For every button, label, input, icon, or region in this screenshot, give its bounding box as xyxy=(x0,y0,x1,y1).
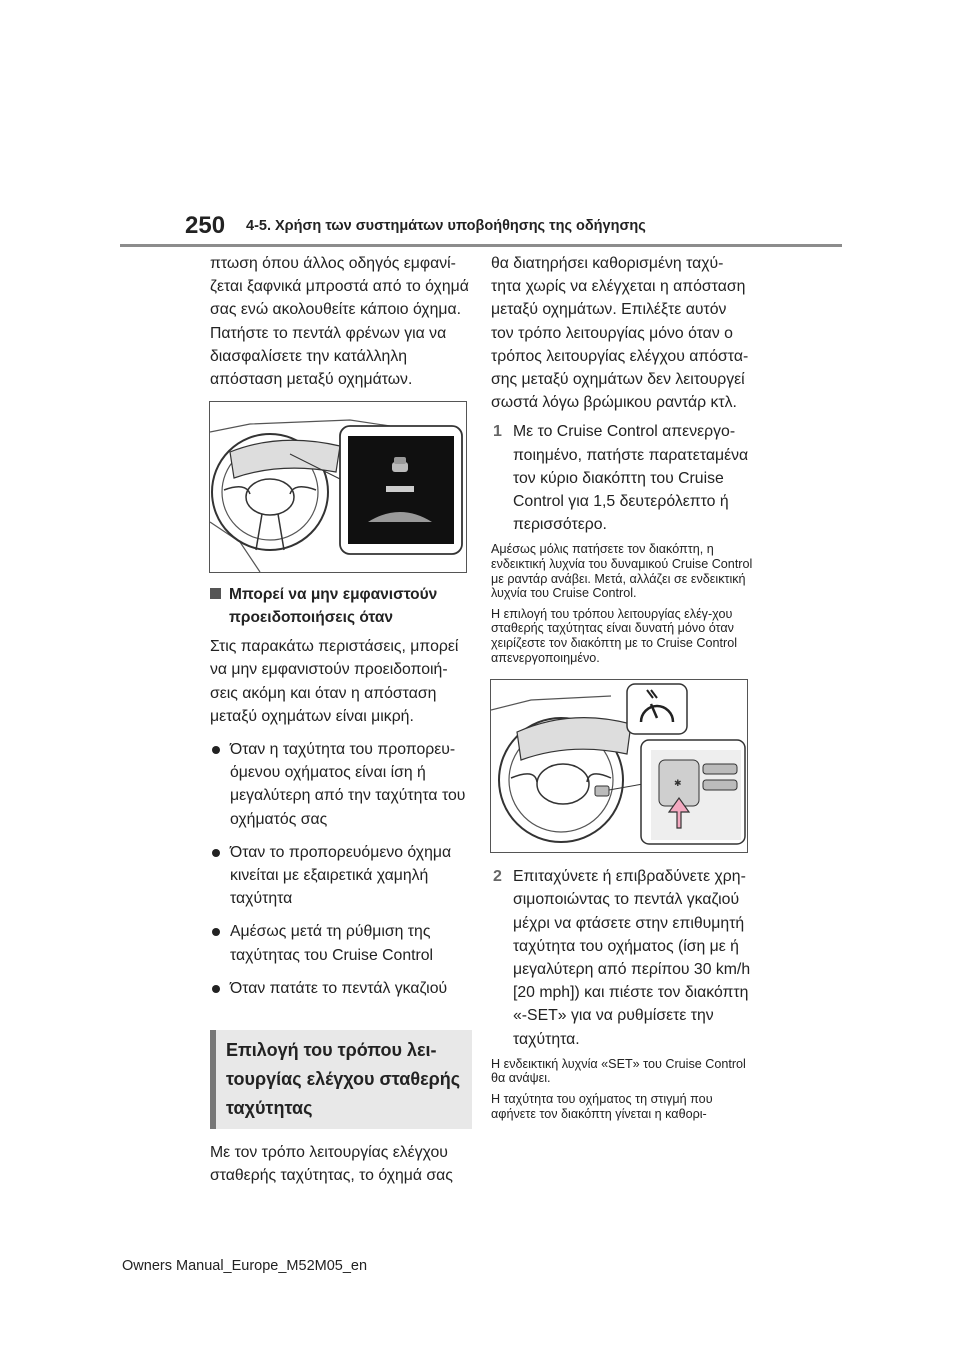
list-item: Όταν το προπορευόμενο όχημα κινείται με εξαιρετικά χαμηλή ταχύτητα xyxy=(210,841,472,911)
cruise-switch-figure xyxy=(490,679,748,853)
note-2: Η επιλογή του τρόπου λειτουργίας ελέγ-χου σταθερής ταχύτητας είναι δυνατή μόνο όταν χειρίζεστε τον διακόπτη με το Cruise Control απενεργοποιημένο. xyxy=(491,606,737,665)
section-title: 4-5. Χρήση των συστημάτων υποβοήθησης της οδήγησης xyxy=(246,218,646,234)
step-number: 1 xyxy=(493,423,502,441)
page-number: 250 xyxy=(185,212,226,239)
list-item: Όταν πατάτε το πεντάλ γκαζιού xyxy=(210,977,472,1000)
header-rule xyxy=(120,244,842,247)
bullet-icon xyxy=(212,985,220,993)
note-1: Αμέσως μόλις πατήσετε τον διακόπτη, η ενδεικτική λυχνία του δυναμικού Cruise Control με ραντάρ ανάβει. Μετά, αλλάζει σε ενδεικτική λυχνία του Cruise Control. xyxy=(491,542,753,601)
step-number: 2 xyxy=(493,868,502,886)
warnings-paragraph: Στις παρακάτω περιστάσεις, μπορεί να μην εμφανιστούν προειδοποιή-σεις ακόμη και όταν η απόσταση μεταξύ οχημάτων είναι μικρή. xyxy=(210,638,459,725)
right-column xyxy=(491,252,753,1121)
step-text: Με το Cruise Control απενεργο-ποιημένο, πατήστε παρατεταμένα τον κύριο διακόπτη του Cruise Control για 1,5 δευτερόλεπτο ή περισσότερο. xyxy=(513,423,749,534)
warnings-subheading: Μπορεί να μην εμφανιστούν προειδοποιήσεις όταν xyxy=(210,583,472,629)
cruise-switch-illustration xyxy=(491,680,747,852)
left-column xyxy=(210,252,472,1187)
list-item: Αμέσως μετά τη ρύθμιση της ταχύτητας του Cruise Control xyxy=(210,920,472,966)
dashboard-warning-illustration xyxy=(210,402,466,572)
step-1 xyxy=(491,420,753,536)
list-item: Όταν η ταχύτητα του προπορευ-όμενου οχήματος είναι ίση ή μεγαλύτερη από την ταχύτητα του οχήματός σας xyxy=(210,738,472,831)
note-4: Η ταχύτητα του οχήματος τη στιγμή που αφήνετε τον διακόπτη γίνεται η καθορι- xyxy=(491,1092,713,1121)
note-3: Η ενδεικτική λυχνία «SET» του Cruise Control θα ανάψει. xyxy=(491,1056,746,1086)
section-paragraph: Με τον τρόπο λειτουργίας ελέγχου σταθερής ταχύτητας, το όχημά σας xyxy=(210,1144,453,1185)
bullet-icon xyxy=(212,928,220,936)
dashboard-warning-figure xyxy=(209,401,467,573)
step-text: Επιταχύνετε ή επιβραδύνετε χρη-σιμοποιώντας το πεντάλ γκαζιού μέχρι να φτάσετε στην επιθυμητή ταχύτητα του οχήματος (ίση με ή μεγαλύτερη από περίπου 30 km/h [20 mph]) και πιέστε τον διακόπτη «-SET» για να ρυθμίσετε την ταχύτητα. xyxy=(513,868,751,1048)
mode-paragraph: θα διατηρήσει καθορισμένη ταχύ-τητα χωρίς να ελέγχεται η απόσταση μεταξύ οχημάτων. Επιλέξτε αυτόν τον τρόπο λειτουργίας μόνο όταν ο τρόπος λειτουργίας ελέγχου απόστα-σης μεταξύ οχημάτων δεν λειτουργεί σωστά λόγω βρώμικου ραντάρ κτλ. xyxy=(491,255,749,412)
svg-text:✱: ✱ xyxy=(674,779,682,790)
section-heading-box xyxy=(210,1030,472,1129)
section-heading: Επιλογή του τρόπου λει-τουργίας ελέγχου σταθερής ταχύτητας xyxy=(226,1040,461,1119)
footer-text: Owners Manual_Europe_M52M05_en xyxy=(122,1258,368,1274)
bullet-icon xyxy=(212,746,220,754)
bullet-icon xyxy=(212,849,220,857)
intro-paragraph: πτωση όπου άλλος οδηγός εμφανί-ζεται ξαφνικά μπροστά από το όχημά σας ενώ ακολουθείτε κάποιο όχημα. Πατήστε το πεντάλ φρένων για να διασφαλίσετε την κατάλληλη απόσταση μεταξύ οχημάτων. xyxy=(210,255,469,389)
square-bullet-icon xyxy=(210,588,221,599)
step-2 xyxy=(491,865,753,1051)
